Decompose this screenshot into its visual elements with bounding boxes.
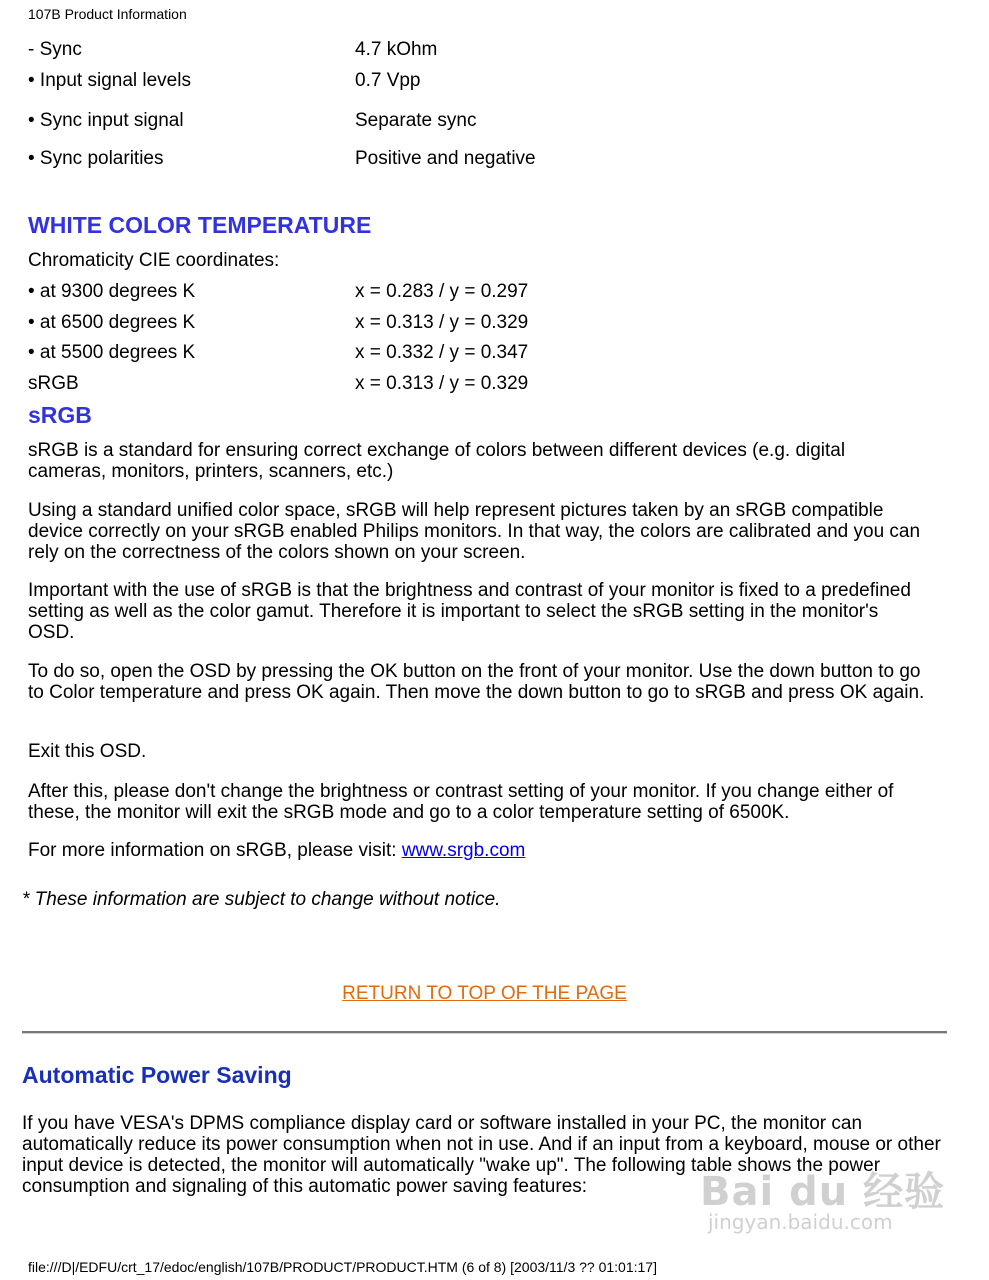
chromaticity-label: • at 9300 degrees K xyxy=(28,281,196,302)
chromaticity-value: x = 0.332 / y = 0.347 xyxy=(355,342,529,363)
chromaticity-label: sRGB xyxy=(28,373,79,394)
chromaticity-label: • at 6500 degrees K xyxy=(28,312,196,333)
return-to-top-link[interactable]: RETURN TO TOP OF THE PAGE xyxy=(342,983,627,1004)
srgb-paragraph: To do so, open the OSD by pressing the OK button on the front of your monitor. Use the down button to go to Color temperature and press OK again. Then move the down button to go to sRGB and press OK again. xyxy=(28,661,925,703)
chromaticity-label: • at 5500 degrees K xyxy=(28,342,196,363)
srgb-paragraph: Exit this OSD. xyxy=(28,741,147,762)
srgb-paragraph: Important with the use of sRGB is that the brightness and contrast of your monitor is fixed to a predefined setting as well as the color gamut. Therefore it is important to select the sRGB setting in the monitor's OSD. xyxy=(28,580,911,643)
srgb-paragraph: sRGB is a standard for ensuring correct exchange of colors between different devices (e.g. digital cameras, monitors, printers, scanners, etc.) xyxy=(28,440,846,482)
power-saving-paragraph: If you have VESA's DPMS compliance display card or software installed in your PC, the monitor can automatically reduce its power consumption when not in use. And if an input from a keyboard, mouse or other input device is detected, the monitor will automatically "wake up". The following table shows the power consumption and signaling of this automatic power saving features: xyxy=(22,1113,941,1197)
spec-value: 4.7 kOhm xyxy=(355,39,438,60)
change-notice: * These information are subject to change without notice. xyxy=(22,889,501,910)
page-header-title: 107B Product Information xyxy=(28,6,187,22)
chromaticity-value: x = 0.283 / y = 0.297 xyxy=(355,281,529,302)
spec-value: Separate sync xyxy=(355,110,477,131)
baidu-watermark xyxy=(700,1160,950,1240)
spec-label: - Sync xyxy=(28,39,82,60)
srgb-more-info-text: For more information on sRGB, please visit: xyxy=(28,840,402,861)
white-color-temperature-heading: WHITE COLOR TEMPERATURE xyxy=(28,212,372,238)
spec-value: 0.7 Vpp xyxy=(355,70,421,91)
chromaticity-value: x = 0.313 / y = 0.329 xyxy=(355,312,529,333)
chromaticity-value: x = 0.313 / y = 0.329 xyxy=(355,373,529,394)
srgb-more-info xyxy=(28,840,928,861)
srgb-paragraph: Using a standard unified color space, sRGB will help represent pictures taken by an sRGB compatible device correctly on your sRGB enabled Philips monitors. In that way, the colors are calibrated and you can rely on the correctness of the colors shown on your screen. xyxy=(28,500,921,563)
spec-value: Positive and negative xyxy=(355,148,536,169)
baidu-watermark-url: jingyan.baidu.com xyxy=(708,1210,893,1234)
spec-label: • Sync input signal xyxy=(28,110,184,131)
spec-label: • Sync polarities xyxy=(28,148,164,169)
chromaticity-intro: Chromaticity CIE coordinates: xyxy=(28,250,280,271)
srgb-heading: sRGB xyxy=(28,402,92,428)
srgb-website-link[interactable]: www.srgb.com xyxy=(401,840,526,861)
srgb-paragraph: After this, please don't change the brightness or contrast setting of your monitor. If you change either of these, the monitor will exit the sRGB mode and go to a color temperature setting of 6500K. xyxy=(28,781,894,823)
baidu-watermark-logo: Bai du 经验 xyxy=(700,1169,946,1215)
section-divider xyxy=(22,1031,947,1034)
page-footer-path: file:///D|/EDFU/crt_17/edoc/english/107B/PRODUCT/PRODUCT.HTM (6 of 8) [2003/11/3 ?? 01:01:17] xyxy=(28,1259,657,1275)
automatic-power-saving-heading: Automatic Power Saving xyxy=(22,1062,292,1088)
spec-label: • Input signal levels xyxy=(28,70,191,91)
